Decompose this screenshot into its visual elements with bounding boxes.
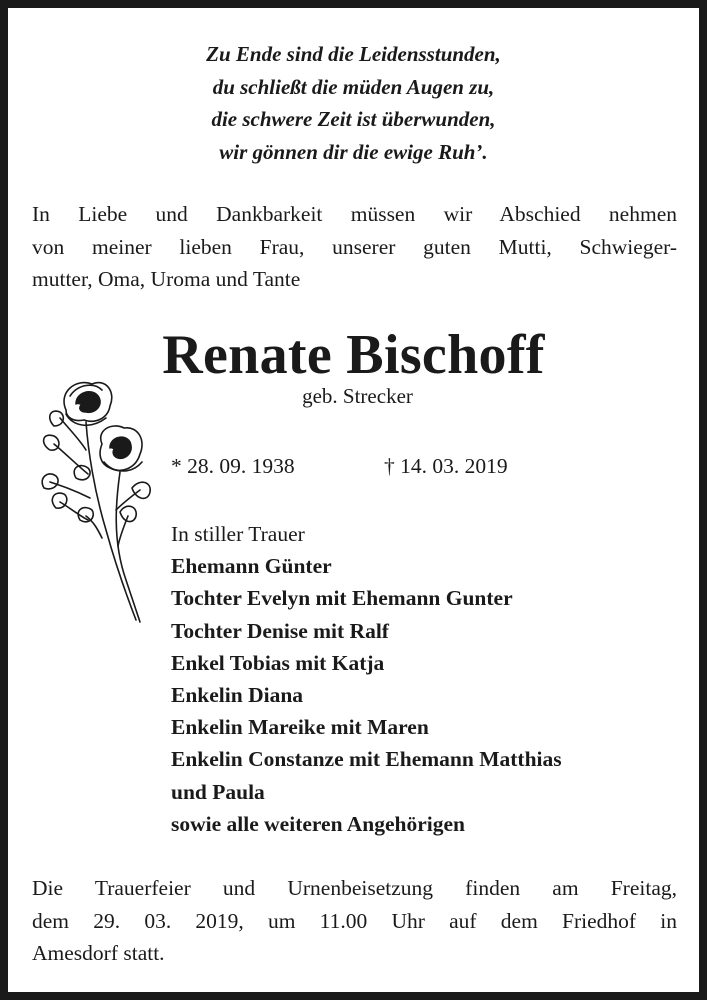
mourners-list — [171, 518, 562, 840]
mourner-name: Enkelin Diana — [171, 683, 304, 708]
intro-line: mutter, Oma, Uroma und Tante — [32, 267, 301, 291]
obituary-card — [8, 8, 699, 992]
mourner-name: Tochter Evelyn mit Ehemann Gunter — [171, 586, 513, 611]
funeral-line: Die Trauerfeier und Urnenbeisetzung finden am Freitag, — [32, 876, 677, 900]
mourner-name: Ehemann Günter — [171, 554, 332, 579]
mourner-name: und Paula — [171, 779, 265, 804]
deceased-name: Renate Bischoff — [162, 324, 545, 386]
mourner-name: sowie alle weiteren Angehörigen — [171, 811, 465, 836]
poem-line: die schwere Zeit ist überwunden, — [211, 107, 496, 131]
intro-line: von meiner lieben Frau, unserer guten Mutti, Schwieger- — [32, 234, 677, 259]
mourners-heading: In stiller Trauer — [171, 522, 305, 546]
funeral-info — [32, 872, 677, 970]
intro-text — [32, 198, 677, 296]
rose-icon — [36, 370, 156, 628]
intro-line: In Liebe und Dankbarkeit müssen wir Abschied nehmen — [32, 202, 677, 226]
poem — [8, 38, 699, 168]
mourner-name: Tochter Denise mit Ralf — [171, 618, 389, 643]
poem-line: du schließt die müden Augen zu, — [212, 74, 495, 99]
birth-date: * 28. 09. 1938 — [171, 454, 295, 478]
poem-line: wir gönnen dir die ewige Ruh’. — [219, 139, 488, 164]
poem-line: Zu Ende sind die Leidensstunden, — [206, 42, 501, 66]
mourner-name: Enkelin Mareike mit Maren — [171, 715, 429, 740]
funeral-line: Amesdorf statt. — [32, 941, 165, 965]
funeral-line: dem 29. 03. 2019, um 11.00 Uhr auf dem Friedhof in — [32, 908, 677, 933]
mourner-name: Enkel Tobias mit Katja — [171, 650, 385, 675]
birth-name-text: geb. Strecker — [302, 384, 413, 408]
death-date: † 14. 03. 2019 — [384, 454, 508, 478]
mourner-name: Enkelin Constanze mit Ehemann Matthias — [171, 747, 562, 772]
